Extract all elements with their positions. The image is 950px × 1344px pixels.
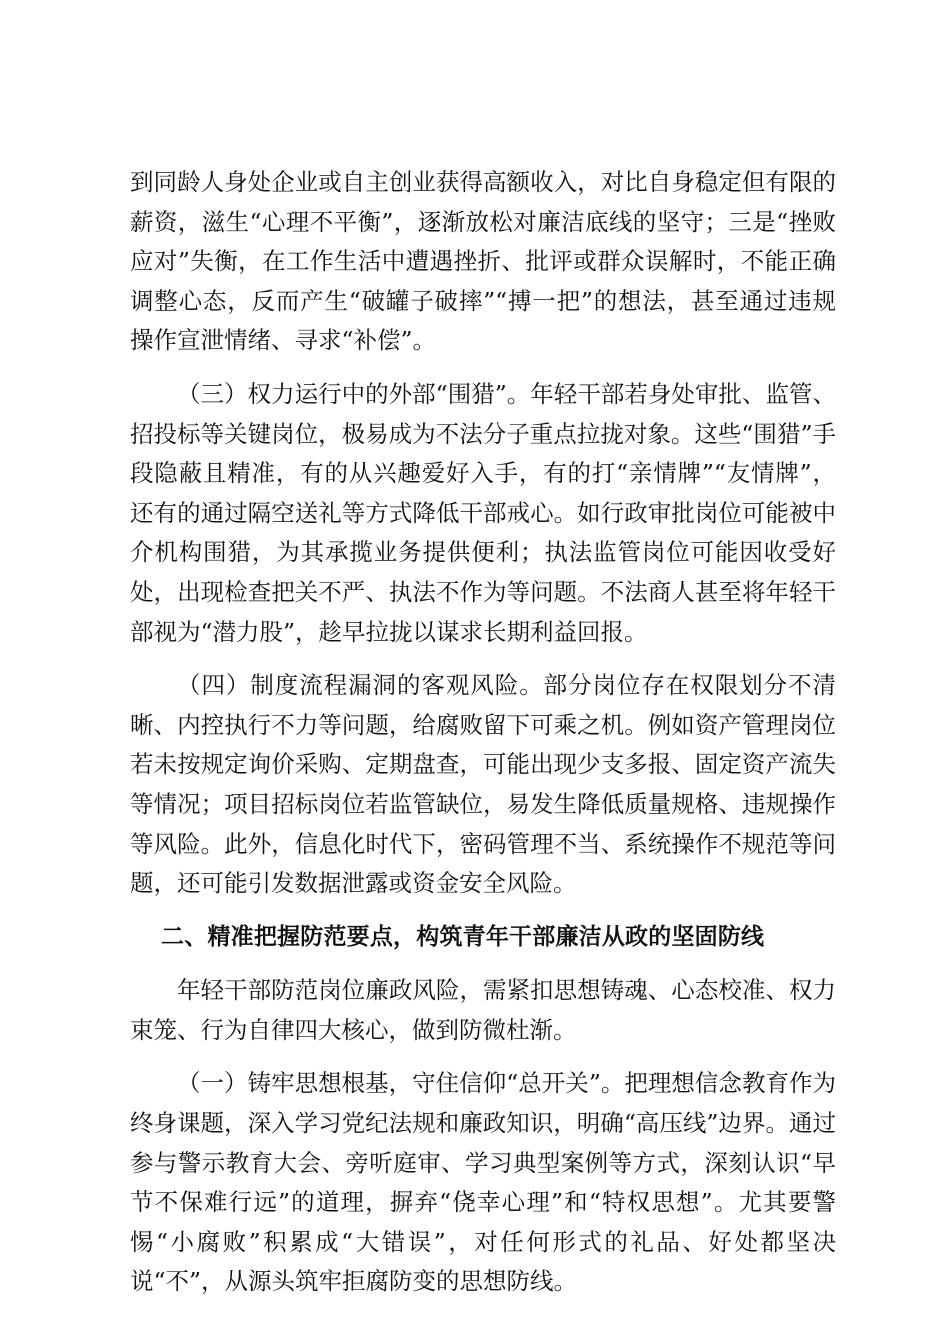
section-heading-2: 二、精准把握防范要点，构筑青年干部廉洁从政的坚固防线: [161, 923, 765, 950]
paragraph-subsection-1: （一）铸牢思想根基，守住信仰“总开关”。把理想信念教育作为终身课题，深入学习党纪法规和廉政知识，明确“高压线”边界。通过参与警示教育大会、旁听庭审、学习典型案例等方式，深刻认识“早节不保难行远”的道理，摒弃“侥幸心理”和“特权思想”。尤其要警惕“小腐败”积累成“大错误”，对任何形式的礼品、好处都坚决说“不”，从源头筑牢拒腐防变的思想防线。: [130, 1069, 836, 1296]
document-body: [130, 163, 836, 1316]
paragraph-continuation: 到同龄人身处企业或自主创业获得高额收入，对比自身稳定但有限的薪资，滋生“心理不平衡”，逐渐放松对廉洁底线的坚守；三是“挫败应对”失衡，在工作生活中遭遇挫折、批评或群众误解时，不能正确调整心态，反而产生“破罐子破摔”“搏一把”的想法，甚至通过违规操作宣泄情绪、寻求“补偿”。: [130, 168, 836, 355]
paragraph-section-4: （四）制度流程漏洞的客观风险。部分岗位存在权限划分不清晰、内控执行不力等问题，给腐败留下可乘之机。例如资产管理岗位若未按规定询价采购、定期盘查，可能出现少支多报、固定资产流失等情况；项目招标岗位若监管缺位，易发生降低质量规格、违规操作等风险。此外，信息化时代下，密码管理不当、系统操作不规范等问题，还可能引发数据泄露或资金安全风险。: [130, 671, 836, 898]
paragraph-intro: 年轻干部防范岗位廉政风险，需紧扣思想铸魂、心态校准、权力束笼、行为自律四大核心，做到防微杜渐。: [130, 976, 836, 1044]
paragraph-section-3: （三）权力运行中的外部“围猎”。年轻干部若身处审批、监管、招投标等关键岗位，极易成为不法分子重点拉拢对象。这些“围猎”手段隐蔽且精准，有的从兴趣爱好入手，有的打“亲情牌”“友情牌”，还有的通过隔空送礼等方式降低干部戒心。如行政审批岗位可能被中介机构围猎，为其承揽业务提供便利；执法监管岗位可能因收受好处，出现检查把关不严、执法不作为等问题。不法商人甚至将年轻干部视为“潜力股”，趁早拉拢以谋求长期利益回报。: [130, 379, 836, 646]
